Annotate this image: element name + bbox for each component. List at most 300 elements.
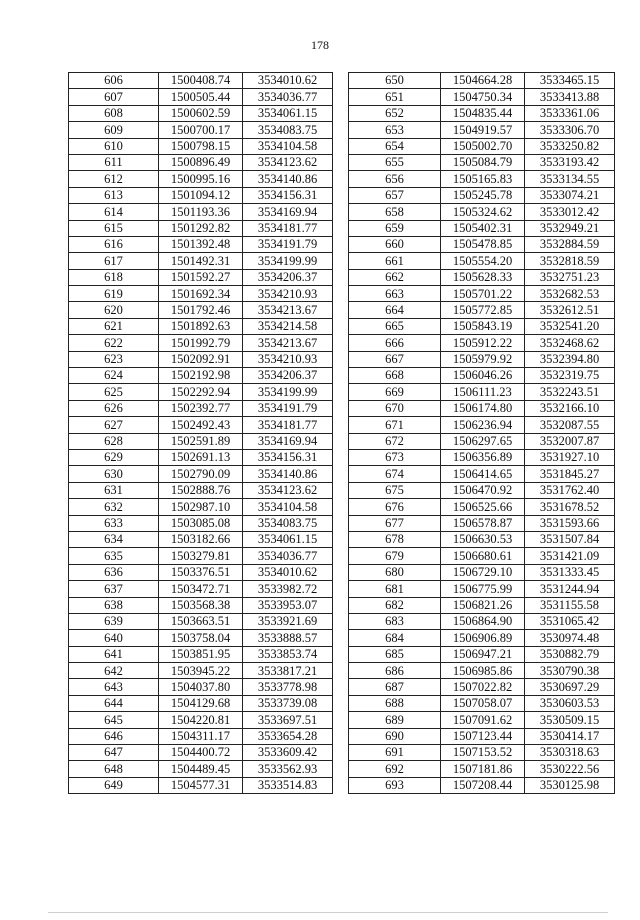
y-coordinate-cell: 3534140.86: [243, 466, 333, 482]
point-number-cell: 651: [349, 89, 441, 105]
table-row: [69, 646, 333, 662]
y-coordinate-cell: 3530697.29: [525, 679, 615, 695]
y-coordinate-cell: 3530509.15: [525, 712, 615, 728]
table-row: [349, 679, 615, 695]
point-number-cell: 689: [349, 712, 441, 728]
x-coordinate-cell: 1506470.92: [441, 482, 525, 498]
y-coordinate-cell: 3533465.15: [525, 73, 615, 89]
table-row: [69, 368, 333, 384]
y-coordinate-cell: 3532394.80: [525, 351, 615, 367]
table-row: [349, 335, 615, 351]
x-coordinate-cell: 1504129.68: [159, 695, 243, 711]
y-coordinate-cell: 3534036.77: [243, 548, 333, 564]
point-number-cell: 647: [69, 745, 159, 761]
y-coordinate-cell: 3532751.23: [525, 269, 615, 285]
point-number-cell: 688: [349, 695, 441, 711]
x-coordinate-cell: 1502591.89: [159, 433, 243, 449]
y-coordinate-cell: 3531421.09: [525, 548, 615, 564]
y-coordinate-cell: 3530790.38: [525, 663, 615, 679]
table-row: [69, 351, 333, 367]
y-coordinate-cell: 3532243.51: [525, 384, 615, 400]
point-number-cell: 686: [349, 663, 441, 679]
point-number-cell: 648: [69, 761, 159, 777]
table-row: [69, 712, 333, 728]
table-row: [69, 531, 333, 547]
table-row: [349, 630, 615, 646]
x-coordinate-cell: 1506821.26: [441, 597, 525, 613]
y-coordinate-cell: 3533888.57: [243, 630, 333, 646]
point-number-cell: 660: [349, 236, 441, 252]
x-coordinate-cell: 1501992.79: [159, 335, 243, 351]
table-row: [349, 220, 615, 236]
point-number-cell: 653: [349, 122, 441, 138]
point-number-cell: 607: [69, 89, 159, 105]
y-coordinate-cell: 3534140.86: [243, 171, 333, 187]
table-row: [349, 368, 615, 384]
y-coordinate-cell: 3531927.10: [525, 449, 615, 465]
point-number-cell: 683: [349, 613, 441, 629]
x-coordinate-cell: 1507091.62: [441, 712, 525, 728]
y-coordinate-cell: 3534083.75: [243, 515, 333, 531]
table-row: [349, 73, 615, 89]
point-number-cell: 665: [349, 318, 441, 334]
point-number-cell: 636: [69, 564, 159, 580]
y-coordinate-cell: 3533074.21: [525, 187, 615, 203]
table-row: [349, 663, 615, 679]
point-number-cell: 652: [349, 105, 441, 121]
point-number-cell: 673: [349, 449, 441, 465]
point-number-cell: 643: [69, 679, 159, 695]
point-number-cell: 657: [349, 187, 441, 203]
table-row: [69, 220, 333, 236]
y-coordinate-cell: 3531507.84: [525, 531, 615, 547]
point-number-cell: 615: [69, 220, 159, 236]
x-coordinate-cell: 1505002.70: [441, 138, 525, 154]
table-row: [69, 745, 333, 761]
table-row: [69, 597, 333, 613]
x-coordinate-cell: 1501392.48: [159, 236, 243, 252]
point-number-cell: 635: [69, 548, 159, 564]
x-coordinate-cell: 1502392.77: [159, 400, 243, 416]
x-coordinate-cell: 1501692.34: [159, 286, 243, 302]
y-coordinate-cell: 3530125.98: [525, 777, 615, 793]
table-row: [69, 302, 333, 318]
x-coordinate-cell: 1506356.89: [441, 449, 525, 465]
point-number-cell: 692: [349, 761, 441, 777]
x-coordinate-cell: 1503182.66: [159, 531, 243, 547]
point-number-cell: 680: [349, 564, 441, 580]
y-coordinate-cell: 3534213.67: [243, 335, 333, 351]
x-coordinate-cell: 1502987.10: [159, 499, 243, 515]
x-coordinate-cell: 1505402.31: [441, 220, 525, 236]
point-number-cell: 670: [349, 400, 441, 416]
y-coordinate-cell: 3534210.93: [243, 351, 333, 367]
y-coordinate-cell: 3530414.17: [525, 728, 615, 744]
point-number-cell: 693: [349, 777, 441, 793]
table-row: [69, 171, 333, 187]
y-coordinate-cell: 3533778.98: [243, 679, 333, 695]
y-coordinate-cell: 3534036.77: [243, 89, 333, 105]
y-coordinate-cell: 3533514.83: [243, 777, 333, 793]
y-coordinate-cell: 3534213.67: [243, 302, 333, 318]
y-coordinate-cell: 3533012.42: [525, 204, 615, 220]
x-coordinate-cell: 1501094.12: [159, 187, 243, 203]
point-number-cell: 623: [69, 351, 159, 367]
point-number-cell: 677: [349, 515, 441, 531]
y-coordinate-cell: 3534169.94: [243, 433, 333, 449]
x-coordinate-cell: 1505843.19: [441, 318, 525, 334]
table-row: [69, 515, 333, 531]
table-row: [349, 89, 615, 105]
scan-edge-line: [48, 912, 608, 913]
table-row: [349, 417, 615, 433]
y-coordinate-cell: 3533654.28: [243, 728, 333, 744]
y-coordinate-cell: 3533609.42: [243, 745, 333, 761]
x-coordinate-cell: 1501892.63: [159, 318, 243, 334]
y-coordinate-cell: 3534214.58: [243, 318, 333, 334]
y-coordinate-cell: 3532612.51: [525, 302, 615, 318]
table-row: [69, 204, 333, 220]
x-coordinate-cell: 1507153.52: [441, 745, 525, 761]
y-coordinate-cell: 3533697.51: [243, 712, 333, 728]
y-coordinate-cell: 3533953.07: [243, 597, 333, 613]
table-row: [69, 286, 333, 302]
table-row: [349, 269, 615, 285]
table-row: [349, 138, 615, 154]
y-coordinate-cell: 3532166.10: [525, 400, 615, 416]
point-number-cell: 640: [69, 630, 159, 646]
y-coordinate-cell: 3533306.70: [525, 122, 615, 138]
y-coordinate-cell: 3534010.62: [243, 73, 333, 89]
table-row: [69, 777, 333, 793]
table-row: [69, 236, 333, 252]
point-number-cell: 658: [349, 204, 441, 220]
x-coordinate-cell: 1503279.81: [159, 548, 243, 564]
y-coordinate-cell: 3534104.58: [243, 499, 333, 515]
table-row: [349, 187, 615, 203]
page-number: 178: [311, 38, 329, 52]
table-row: [69, 499, 333, 515]
x-coordinate-cell: 1504577.31: [159, 777, 243, 793]
table-row: [69, 122, 333, 138]
point-number-cell: 668: [349, 368, 441, 384]
table-row: [69, 433, 333, 449]
x-coordinate-cell: 1505245.78: [441, 187, 525, 203]
table-row: [69, 728, 333, 744]
point-number-cell: 675: [349, 482, 441, 498]
table-row: [349, 695, 615, 711]
y-coordinate-cell: 3533413.88: [525, 89, 615, 105]
table-row: [349, 318, 615, 334]
table-row: [349, 564, 615, 580]
y-coordinate-cell: 3534156.31: [243, 187, 333, 203]
table-row: [69, 663, 333, 679]
x-coordinate-cell: 1500995.16: [159, 171, 243, 187]
point-number-cell: 644: [69, 695, 159, 711]
point-number-cell: 656: [349, 171, 441, 187]
y-coordinate-cell: 3534061.15: [243, 531, 333, 547]
y-coordinate-cell: 3534206.37: [243, 269, 333, 285]
y-coordinate-cell: 3532319.75: [525, 368, 615, 384]
y-coordinate-cell: 3534206.37: [243, 368, 333, 384]
x-coordinate-cell: 1505979.92: [441, 351, 525, 367]
table-row: [349, 236, 615, 252]
x-coordinate-cell: 1505165.83: [441, 171, 525, 187]
x-coordinate-cell: 1505084.79: [441, 154, 525, 170]
table-row: [349, 581, 615, 597]
y-coordinate-cell: 3531333.45: [525, 564, 615, 580]
point-number-cell: 625: [69, 384, 159, 400]
table-row: [69, 318, 333, 334]
table-row: [349, 449, 615, 465]
table-row: [69, 269, 333, 285]
point-number-cell: 621: [69, 318, 159, 334]
table-row: [69, 154, 333, 170]
y-coordinate-cell: 3530882.79: [525, 646, 615, 662]
point-number-cell: 632: [69, 499, 159, 515]
y-coordinate-cell: 3531155.58: [525, 597, 615, 613]
table-row: [349, 613, 615, 629]
x-coordinate-cell: 1502092.91: [159, 351, 243, 367]
x-coordinate-cell: 1506236.94: [441, 417, 525, 433]
point-number-cell: 663: [349, 286, 441, 302]
point-number-cell: 674: [349, 466, 441, 482]
x-coordinate-cell: 1500700.17: [159, 122, 243, 138]
point-number-cell: 690: [349, 728, 441, 744]
point-number-cell: 613: [69, 187, 159, 203]
y-coordinate-cell: 3530222.56: [525, 761, 615, 777]
table-row: [349, 777, 615, 793]
point-number-cell: 606: [69, 73, 159, 89]
y-coordinate-cell: 3534123.62: [243, 482, 333, 498]
y-coordinate-cell: 3531244.94: [525, 581, 615, 597]
y-coordinate-cell: 3534191.79: [243, 400, 333, 416]
x-coordinate-cell: 1501292.82: [159, 220, 243, 236]
x-coordinate-cell: 1504489.45: [159, 761, 243, 777]
x-coordinate-cell: 1507058.07: [441, 695, 525, 711]
point-number-cell: 641: [69, 646, 159, 662]
table-row: [69, 335, 333, 351]
y-coordinate-cell: 3533134.55: [525, 171, 615, 187]
x-coordinate-cell: 1506525.66: [441, 499, 525, 515]
y-coordinate-cell: 3534181.77: [243, 417, 333, 433]
coordinate-table-right: [348, 72, 615, 794]
table-row: [349, 597, 615, 613]
y-coordinate-cell: 3533982.72: [243, 581, 333, 597]
y-coordinate-cell: 3530318.63: [525, 745, 615, 761]
y-coordinate-cell: 3533853.74: [243, 646, 333, 662]
table-row: [69, 105, 333, 121]
x-coordinate-cell: 1506680.61: [441, 548, 525, 564]
y-coordinate-cell: 3534199.99: [243, 253, 333, 269]
table-row: [349, 466, 615, 482]
x-coordinate-cell: 1506414.65: [441, 466, 525, 482]
point-number-cell: 633: [69, 515, 159, 531]
x-coordinate-cell: 1503568.38: [159, 597, 243, 613]
x-coordinate-cell: 1506578.87: [441, 515, 525, 531]
x-coordinate-cell: 1506630.53: [441, 531, 525, 547]
point-number-cell: 655: [349, 154, 441, 170]
x-coordinate-cell: 1504311.17: [159, 728, 243, 744]
y-coordinate-cell: 3532541.20: [525, 318, 615, 334]
table-row: [69, 564, 333, 580]
x-coordinate-cell: 1500798.15: [159, 138, 243, 154]
x-coordinate-cell: 1503663.51: [159, 613, 243, 629]
x-coordinate-cell: 1500896.49: [159, 154, 243, 170]
x-coordinate-cell: 1506297.65: [441, 433, 525, 449]
point-number-cell: 637: [69, 581, 159, 597]
point-number-cell: 681: [349, 581, 441, 597]
table-row: [69, 482, 333, 498]
point-number-cell: 611: [69, 154, 159, 170]
x-coordinate-cell: 1503851.95: [159, 646, 243, 662]
table-row: [69, 384, 333, 400]
table-row: [349, 204, 615, 220]
x-coordinate-cell: 1504220.81: [159, 712, 243, 728]
x-coordinate-cell: 1507181.86: [441, 761, 525, 777]
y-coordinate-cell: 3534083.75: [243, 122, 333, 138]
x-coordinate-cell: 1502888.76: [159, 482, 243, 498]
point-number-cell: 667: [349, 351, 441, 367]
y-coordinate-cell: 3533361.06: [525, 105, 615, 121]
point-number-cell: 654: [349, 138, 441, 154]
point-number-cell: 617: [69, 253, 159, 269]
point-number-cell: 659: [349, 220, 441, 236]
y-coordinate-cell: 3534210.93: [243, 286, 333, 302]
table-row: [69, 548, 333, 564]
y-coordinate-cell: 3533193.42: [525, 154, 615, 170]
table-row: [349, 515, 615, 531]
point-number-cell: 669: [349, 384, 441, 400]
x-coordinate-cell: 1501492.31: [159, 253, 243, 269]
table-row: [349, 122, 615, 138]
y-coordinate-cell: 3532884.59: [525, 236, 615, 252]
table-row: [69, 449, 333, 465]
x-coordinate-cell: 1502492.43: [159, 417, 243, 433]
x-coordinate-cell: 1506174.80: [441, 400, 525, 416]
table-row: [349, 400, 615, 416]
table-row: [69, 613, 333, 629]
x-coordinate-cell: 1507022.82: [441, 679, 525, 695]
x-coordinate-cell: 1505628.33: [441, 269, 525, 285]
x-coordinate-cell: 1505478.85: [441, 236, 525, 252]
point-number-cell: 624: [69, 368, 159, 384]
point-number-cell: 666: [349, 335, 441, 351]
table-row: [349, 531, 615, 547]
table-row: [69, 466, 333, 482]
x-coordinate-cell: 1504835.44: [441, 105, 525, 121]
x-coordinate-cell: 1501592.27: [159, 269, 243, 285]
point-number-cell: 662: [349, 269, 441, 285]
table-row: [349, 728, 615, 744]
x-coordinate-cell: 1502192.98: [159, 368, 243, 384]
x-coordinate-cell: 1506947.21: [441, 646, 525, 662]
table-row: [349, 712, 615, 728]
point-number-cell: 661: [349, 253, 441, 269]
x-coordinate-cell: 1506046.26: [441, 368, 525, 384]
y-coordinate-cell: 3534169.94: [243, 204, 333, 220]
y-coordinate-cell: 3534199.99: [243, 384, 333, 400]
point-number-cell: 612: [69, 171, 159, 187]
point-number-cell: 650: [349, 73, 441, 89]
table-row: [69, 679, 333, 695]
x-coordinate-cell: 1504037.80: [159, 679, 243, 695]
x-coordinate-cell: 1501792.46: [159, 302, 243, 318]
point-number-cell: 626: [69, 400, 159, 416]
point-number-cell: 620: [69, 302, 159, 318]
point-number-cell: 610: [69, 138, 159, 154]
y-coordinate-cell: 3533250.82: [525, 138, 615, 154]
y-coordinate-cell: 3534104.58: [243, 138, 333, 154]
x-coordinate-cell: 1506864.90: [441, 613, 525, 629]
table-row: [349, 171, 615, 187]
x-coordinate-cell: 1503758.04: [159, 630, 243, 646]
x-coordinate-cell: 1500408.74: [159, 73, 243, 89]
point-number-cell: 616: [69, 236, 159, 252]
y-coordinate-cell: 3534191.79: [243, 236, 333, 252]
point-number-cell: 622: [69, 335, 159, 351]
x-coordinate-cell: 1501193.36: [159, 204, 243, 220]
x-coordinate-cell: 1502691.13: [159, 449, 243, 465]
table-row: [69, 417, 333, 433]
point-number-cell: 672: [349, 433, 441, 449]
y-coordinate-cell: 3531762.40: [525, 482, 615, 498]
y-coordinate-cell: 3532007.87: [525, 433, 615, 449]
x-coordinate-cell: 1504664.28: [441, 73, 525, 89]
table-row: [349, 105, 615, 121]
y-coordinate-cell: 3530603.53: [525, 695, 615, 711]
table-row: [349, 548, 615, 564]
point-number-cell: 628: [69, 433, 159, 449]
point-number-cell: 646: [69, 728, 159, 744]
x-coordinate-cell: 1503376.51: [159, 564, 243, 580]
x-coordinate-cell: 1506775.99: [441, 581, 525, 597]
x-coordinate-cell: 1507208.44: [441, 777, 525, 793]
y-coordinate-cell: 3532682.53: [525, 286, 615, 302]
y-coordinate-cell: 3531678.52: [525, 499, 615, 515]
table-row: [349, 433, 615, 449]
point-number-cell: 645: [69, 712, 159, 728]
point-number-cell: 639: [69, 613, 159, 629]
x-coordinate-cell: 1505554.20: [441, 253, 525, 269]
point-number-cell: 630: [69, 466, 159, 482]
point-number-cell: 619: [69, 286, 159, 302]
point-number-cell: 649: [69, 777, 159, 793]
y-coordinate-cell: 3534156.31: [243, 449, 333, 465]
table-row: [69, 695, 333, 711]
table-row: [69, 581, 333, 597]
table-row: [349, 761, 615, 777]
x-coordinate-cell: 1500602.59: [159, 105, 243, 121]
x-coordinate-cell: 1506985.86: [441, 663, 525, 679]
table-row: [349, 302, 615, 318]
y-coordinate-cell: 3533921.69: [243, 613, 333, 629]
y-coordinate-cell: 3534010.62: [243, 564, 333, 580]
x-coordinate-cell: 1506111.23: [441, 384, 525, 400]
x-coordinate-cell: 1503472.71: [159, 581, 243, 597]
y-coordinate-cell: 3533817.21: [243, 663, 333, 679]
x-coordinate-cell: 1507123.44: [441, 728, 525, 744]
y-coordinate-cell: 3533562.93: [243, 761, 333, 777]
point-number-cell: 608: [69, 105, 159, 121]
point-number-cell: 671: [349, 417, 441, 433]
table-row: [349, 253, 615, 269]
x-coordinate-cell: 1503085.08: [159, 515, 243, 531]
point-number-cell: 627: [69, 417, 159, 433]
x-coordinate-cell: 1504750.34: [441, 89, 525, 105]
y-coordinate-cell: 3532087.55: [525, 417, 615, 433]
table-row: [349, 384, 615, 400]
